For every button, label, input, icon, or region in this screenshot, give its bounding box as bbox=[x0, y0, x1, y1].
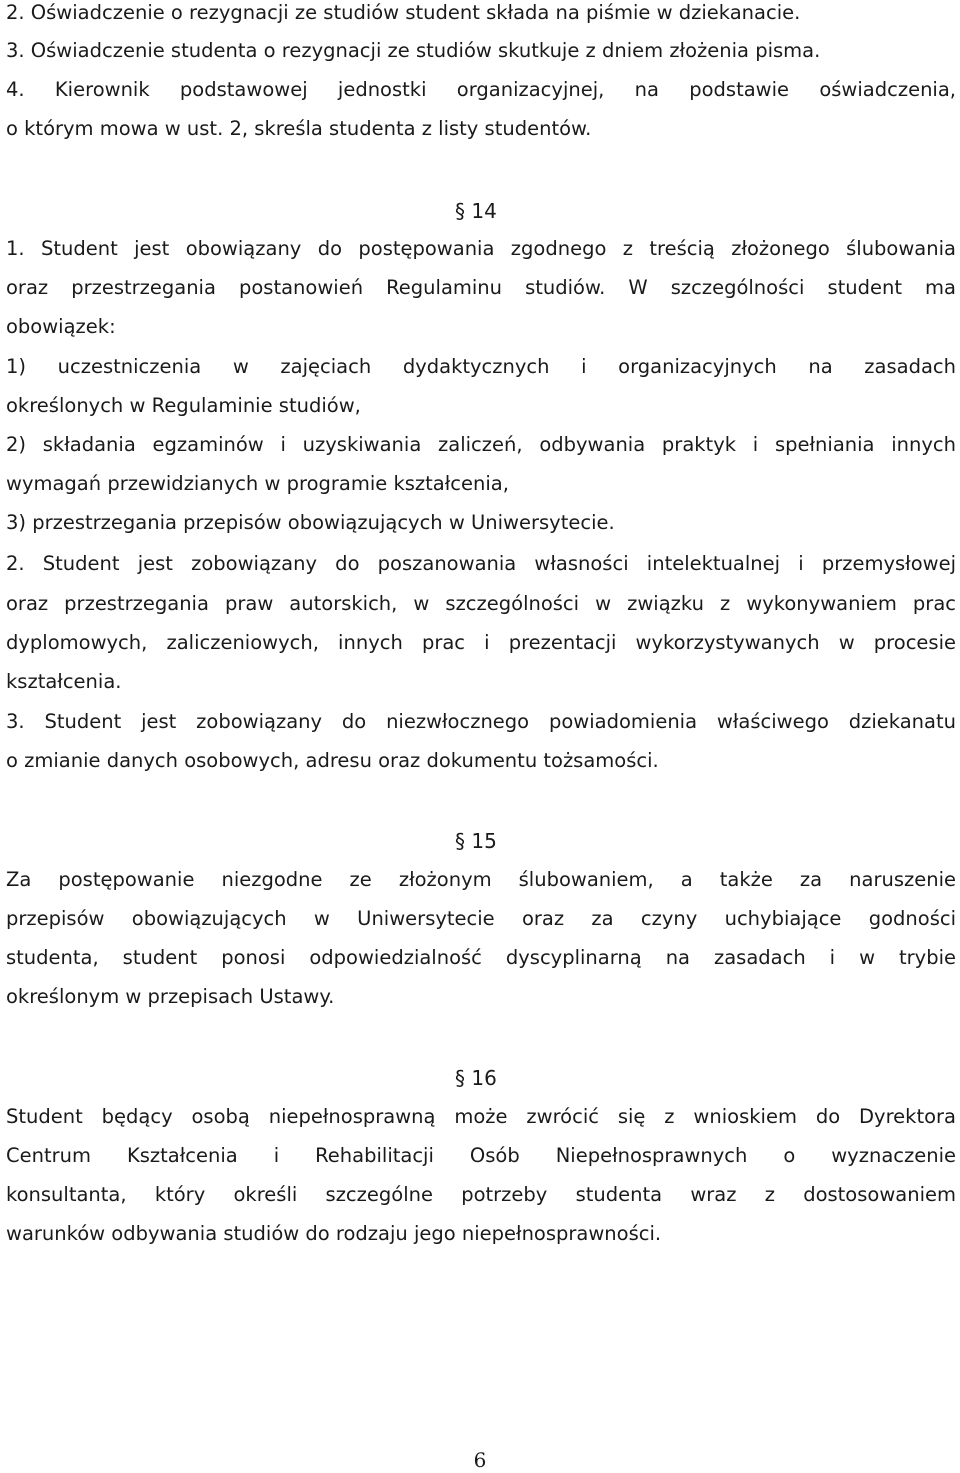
intro-line-1: 2. Oświadczenie o rezygnacji ze studiów student składa na piśmie w dziekanacie. bbox=[6, 1, 801, 24]
intro-line-2: 3. Oświadczenie studenta o rezygnacji ze studiów skutkuje z dniem złożenia pisma. bbox=[6, 39, 821, 62]
section-14-line: o zmianie danych osobowych, adresu oraz dokumentu tożsamości. bbox=[6, 749, 659, 772]
section-15-line: studenta, student ponosi odpowiedzialność dyscyplinarną na zasadach i w trybie bbox=[6, 946, 956, 969]
section-14-line: 2) składania egzaminów i uzyskiwania zaliczeń, odbywania praktyk i spełniania innych bbox=[6, 433, 956, 456]
section-14-line: określonych w Regulaminie studiów, bbox=[6, 394, 361, 417]
intro-line-4: o którym mowa w ust. 2, skreśla studenta z listy studentów. bbox=[6, 117, 592, 140]
section-16-heading: § 16 bbox=[455, 1066, 497, 1090]
intro-line-3: 4. Kierownik podstawowej jednostki organizacyjnej, na podstawie oświadczenia, bbox=[6, 78, 956, 101]
section-14-line: 3) przestrzegania przepisów obowiązujących w Uniwersytecie. bbox=[6, 511, 615, 534]
section-14-line: dyplomowych, zaliczeniowych, innych prac i prezentacji wykorzystywanych w procesie bbox=[6, 631, 956, 654]
section-14-line: wymagań przewidzianych w programie kształcenia, bbox=[6, 472, 509, 495]
section-15-line: przepisów obowiązujących w Uniwersytecie oraz za czyny uchybiające godności bbox=[6, 907, 956, 930]
section-14-heading: § 14 bbox=[455, 199, 497, 223]
section-14-line: 2. Student jest zobowiązany do poszanowania własności intelektualnej i przemysłowej bbox=[6, 552, 956, 575]
section-14-line: oraz przestrzegania postanowień Regulaminu studiów. W szczególności student ma bbox=[6, 276, 956, 299]
section-14-line: 1. Student jest obowiązany do postępowania zgodnego z treścią złożonego ślubowania bbox=[6, 237, 956, 260]
section-16-line: Student będący osobą niepełnosprawną może zwrócić się z wnioskiem do Dyrektora bbox=[6, 1105, 956, 1128]
section-14-line: 3. Student jest zobowiązany do niezwłocznego powiadomienia właściwego dziekanatu bbox=[6, 710, 956, 733]
section-14-line: obowiązek: bbox=[6, 315, 116, 338]
section-14-line: oraz przestrzegania praw autorskich, w szczególności w związku z wykonywaniem prac bbox=[6, 592, 956, 615]
page-number: 6 bbox=[473, 1448, 487, 1472]
section-16-line: konsultanta, który określi szczególne potrzeby studenta wraz z dostosowaniem bbox=[6, 1183, 956, 1206]
section-16-line: warunków odbywania studiów do rodzaju jego niepełnosprawności. bbox=[6, 1222, 662, 1245]
section-15-line: Za postępowanie niezgodne ze złożonym ślubowaniem, a także za naruszenie bbox=[6, 868, 956, 891]
section-14-line: 1) uczestniczenia w zajęciach dydaktycznych i organizacyjnych na zasadach bbox=[6, 355, 956, 378]
section-16-line: Centrum Kształcenia i Rehabilitacji Osób Niepełnosprawnych o wyznaczenie bbox=[6, 1144, 956, 1167]
section-15-line: określonym w przepisach Ustawy. bbox=[6, 985, 335, 1008]
section-14-line: kształcenia. bbox=[6, 670, 122, 693]
section-15-heading: § 15 bbox=[455, 829, 497, 853]
